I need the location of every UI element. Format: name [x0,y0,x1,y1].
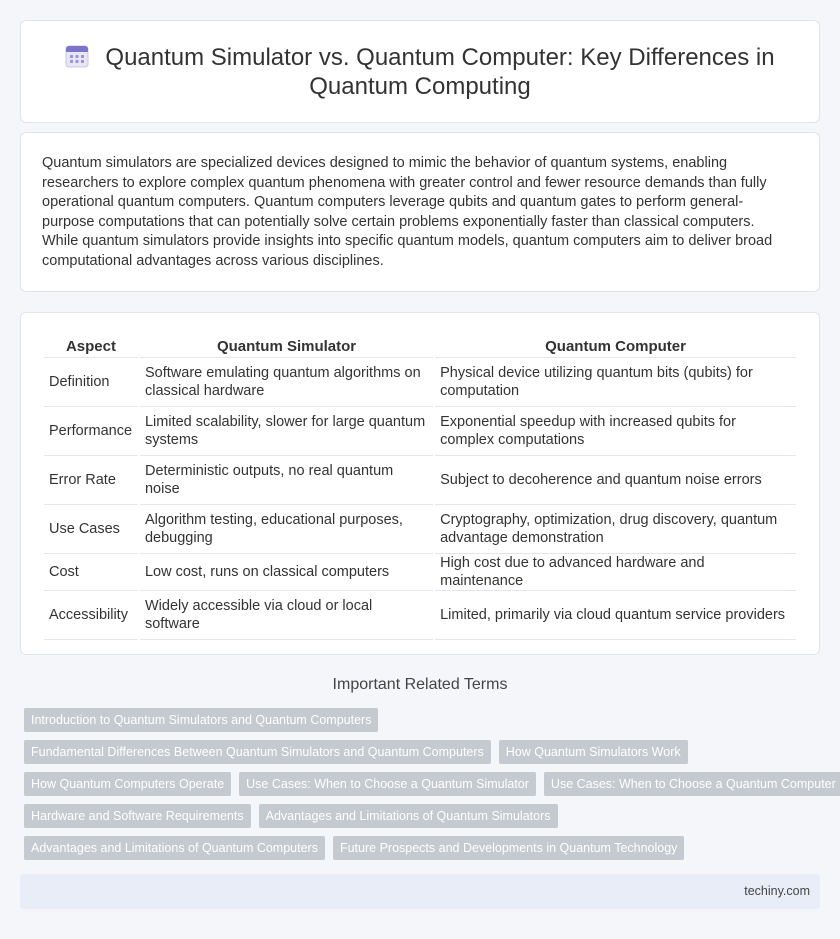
table-cell-simulator: Limited scalability, slower for large quantum systems [140,407,433,456]
table-cell-aspect: Performance [44,407,138,456]
table-cell-computer: Exponential speedup with increased qubits for complex computations [435,407,796,456]
table-row [44,591,796,640]
related-term-tag[interactable]: Fundamental Differences Between Quantum Simulators and Quantum Computers [24,740,491,764]
table-row [44,456,796,505]
related-terms-list [24,708,836,868]
title-text: Quantum Simulator vs. Quantum Computer: Key Differences in Quantum Computing [105,44,775,100]
table-cell-computer: Cryptography, optimization, drug discovery, quantum advantage demonstration [435,505,796,554]
header-aspect: Aspect [44,334,138,358]
table-cell-computer: Physical device utilizing quantum bits (qubits) for computation [435,358,796,407]
table-cell-computer: Limited, primarily via cloud quantum service providers [435,591,796,640]
intro-paragraph: Quantum simulators are specialized devices designed to mimic the behavior of quantum systems, enabling researchers to explore complex quantum phenomena with greater control and fewer resource demands than fully operational quantum computers. Quantum computers leverage qubits and quantum gates to perform general-purpose computations that can potentially solve certain problems exponentially faster than classical computers. While quantum simulators provide insights into specific quantum models, quantum computers aim to deliver broad computational advantages across various disciplines. [42,155,773,269]
related-term-tag[interactable]: How Quantum Simulators Work [499,740,688,764]
page-title [61,43,779,101]
table-cell-computer: High cost due to advanced hardware and maintenance [435,554,796,591]
table-cell-aspect: Accessibility [44,591,138,640]
table-cell-computer: Subject to decoherence and quantum noise errors [435,456,796,505]
table-cell-simulator: Widely accessible via cloud or local software [140,591,433,640]
calculator-icon [65,44,91,68]
table-cell-aspect: Definition [44,358,138,407]
table-row [44,505,796,554]
related-term-tag[interactable]: Introduction to Quantum Simulators and Quantum Computers [24,708,378,732]
comparison-card [20,312,820,655]
title-card [20,20,820,123]
table-cell-simulator: Deterministic outputs, no real quantum noise [140,456,433,505]
table-cell-simulator: Low cost, runs on classical computers [140,554,433,591]
table-cell-simulator: Software emulating quantum algorithms on classical hardware [140,358,433,407]
related-term-tag[interactable]: Advantages and Limitations of Quantum Simulators [259,804,558,828]
related-term-tag[interactable]: Use Cases: When to Choose a Quantum Computer [544,772,840,796]
related-term-tag[interactable]: Use Cases: When to Choose a Quantum Simulator [239,772,536,796]
table-cell-aspect: Cost [44,554,138,591]
footer [20,874,820,909]
comparison-table [42,334,798,640]
related-term-tag[interactable]: Future Prospects and Developments in Quantum Technology [333,836,684,860]
table-row [44,554,796,591]
table-cell-aspect: Use Cases [44,505,138,554]
header-quantum-simulator: Quantum Simulator [140,334,433,358]
table-header-row [44,334,796,358]
table-row [44,407,796,456]
table-cell-aspect: Error Rate [44,456,138,505]
related-term-tag[interactable]: Advantages and Limitations of Quantum Computers [24,836,325,860]
intro-card [20,132,820,292]
related-term-tag[interactable]: How Quantum Computers Operate [24,772,231,796]
related-terms-heading: Important Related Terms [332,676,508,693]
related-term-tag[interactable]: Hardware and Software Requirements [24,804,251,828]
table-row [44,358,796,407]
header-quantum-computer: Quantum Computer [435,334,796,358]
site-name[interactable]: techiny.com [744,884,810,898]
table-cell-simulator: Algorithm testing, educational purposes, debugging [140,505,433,554]
